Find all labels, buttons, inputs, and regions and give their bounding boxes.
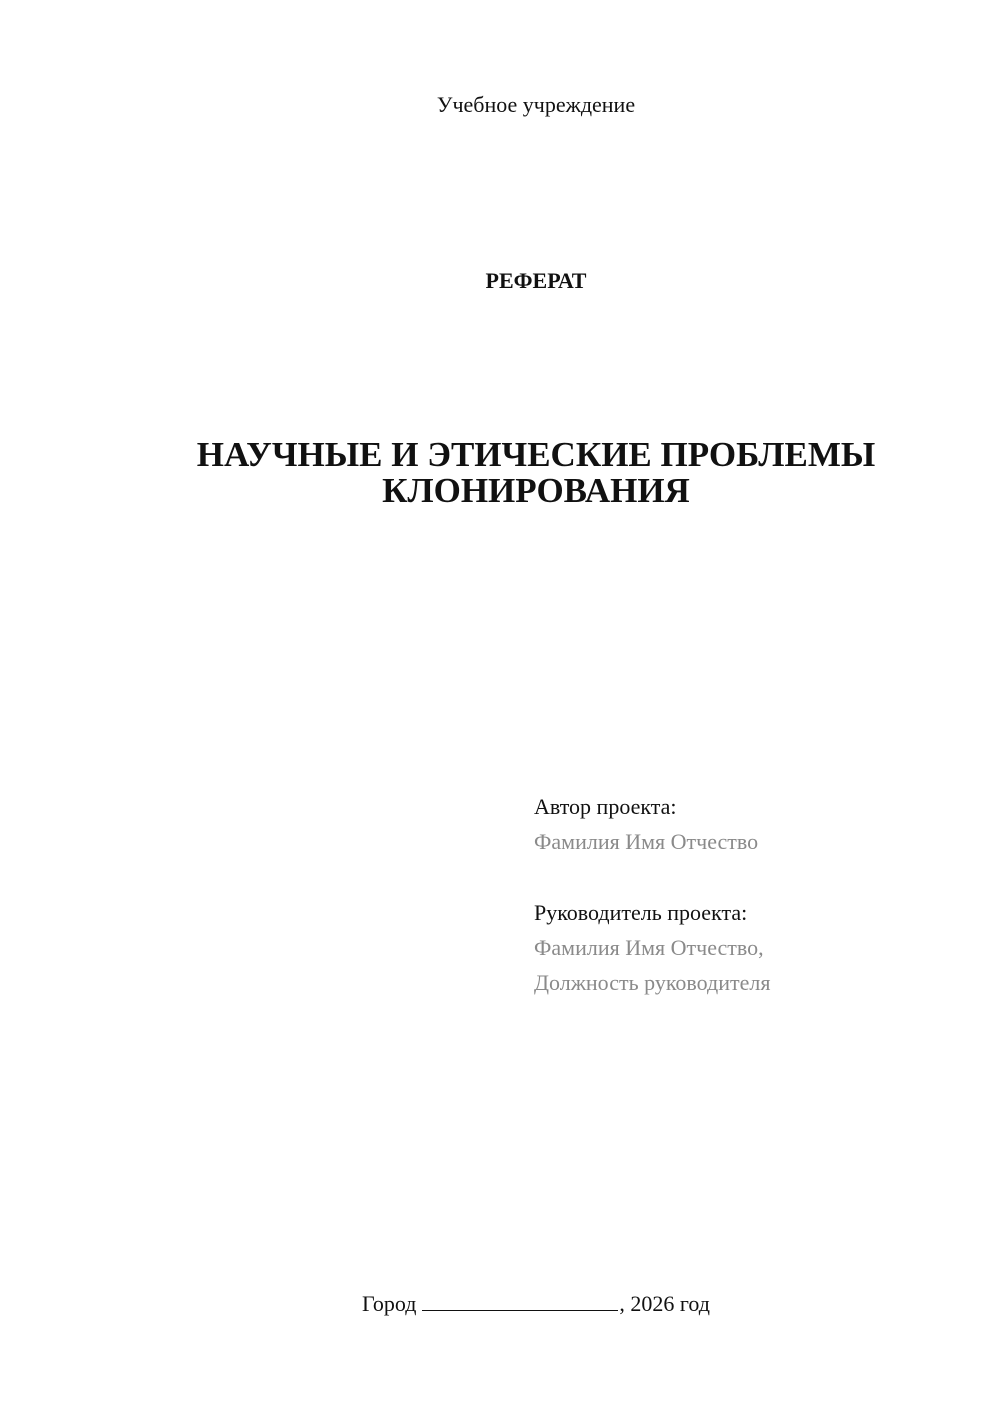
- supervisor-label: Руководитель проекта:: [534, 900, 748, 925]
- supervisor-name: Фамилия Имя Отчество,: [534, 935, 764, 960]
- institution-name: Учебное учреждение: [436, 92, 636, 117]
- title-line-1: НАУЧНЫЕ И ЭТИЧЕСКИЕ ПРОБЛЕМЫ: [196, 435, 876, 474]
- city-year-line: [0, 1290, 1000, 1317]
- author-name: Фамилия Имя Отчество: [534, 829, 759, 854]
- year-text: , 2026 год: [619, 1291, 710, 1316]
- city-blank-line: [422, 1290, 618, 1311]
- document-type: РЕФЕРАТ: [485, 268, 587, 293]
- author-label: Автор проекта:: [534, 794, 677, 819]
- city-label: Город: [362, 1291, 417, 1316]
- credits-block: [534, 789, 770, 1000]
- credits-spacer: [534, 859, 770, 895]
- document-title: [0, 437, 1000, 509]
- supervisor-position: Должность руководителя: [534, 970, 771, 995]
- title-line-2: КЛОНИРОВАНИЯ: [382, 471, 690, 510]
